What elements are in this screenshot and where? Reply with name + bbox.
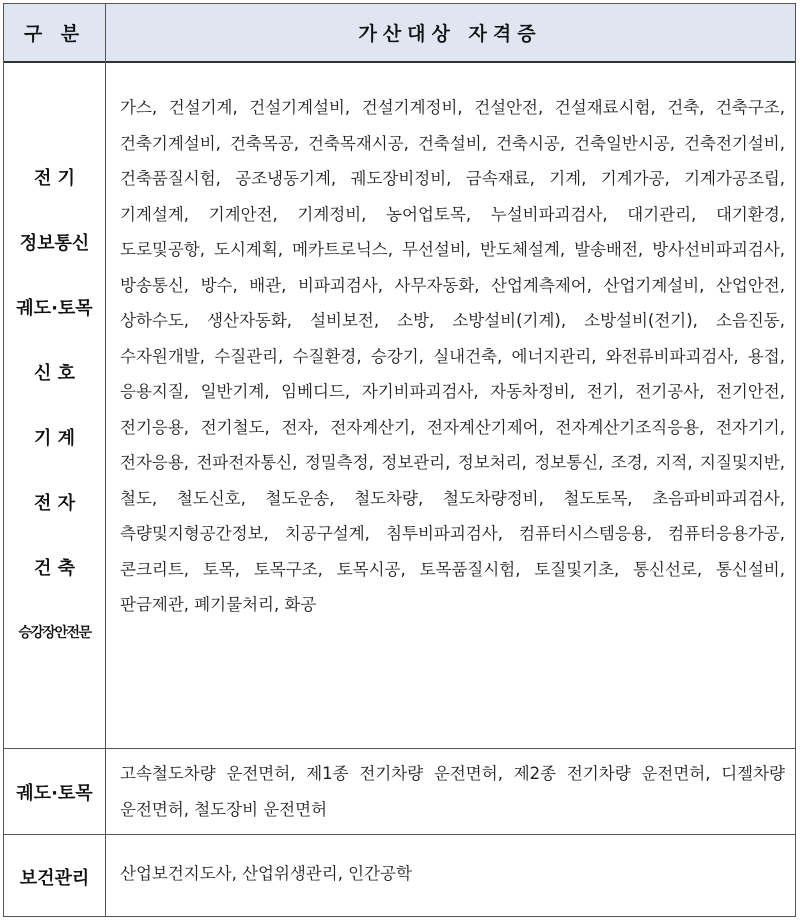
row-2-certificates: 고속철도차량 운전면허, 제1종 전기차량 운전면허, 제2종 전기차량 운전면허, 디젤차량 운전면허, 철도장비 운전면허 bbox=[120, 764, 785, 819]
table-header bbox=[4, 4, 795, 63]
certificate-table bbox=[3, 3, 796, 917]
category-line: 건 축 bbox=[33, 557, 76, 579]
row-3-certificates: 산업보건지도사, 산업위생관리, 인간공학 bbox=[120, 864, 412, 883]
category-line: 궤도·토목 bbox=[16, 297, 93, 319]
row-1-category bbox=[4, 63, 105, 748]
row-3-category bbox=[4, 835, 105, 918]
row-1-certificates: 가스, 건설기계, 건설기계설비, 건설기계정비, 건설안전, 건설재료시험, 건축, 건축구조, 건축기계설비, 건축목공, 건축목재시공, 건축설비, 건축시공, 건축일반시공, 건축전기설비, 건축품질시험, 공조냉동기계, 궤도장비정비, 금속재료, 기계, 기계가공, 기계가공조립, 기계설계, 기계안전, 기계정비, 농어업토목, 누설비파괴검사, 대기관리, 대기환경, 도로및공항, 도시계획, 메카트로닉스, 무선설비, 반도체설계, 발송배전, 방사선비파괴검사, 방송통신, 방수, 배관, 비파괴검사, 사무자동화, 산업계측제어, 산업기계설비, 산업안전, 상하수도, 생산자동화, 설비보전, 소방, 소방설비(기계), 소방설비(전기), 소음진동, 수자원개발, 수질관리, 수질환경, 승강기, 실내건축, 에너지관리, 와전류비파괴검사, 용접, 응용지질, 일반기계, 임베디드, 자기비파괴검사, 자동차정비, 전기, 전기공사, 전기안전, 전기응용, 전기철도, 전자, 전자계산기, 전자계산기제어, 전자계산기조직응용, 전자기기, 전자응용, 전파전자통신, 정밀측정, 정보관리, 정보처리, 정보통신, 조경, 지적, 지질및지반, 철도, 철도신호, 철도운송, 철도차량, 철도차량정비, 철도토목, 초음파비파괴검사, 측량및지형공간정보, 치공구설계, 침투비파괴검사, 컴퓨터시스템응용, 컴퓨터응용가공, 콘크리트, 토목, 토목구조, 토목시공, 토목품질시험, 토질및기초, 통신선로, 통신설비, 판금제관, 폐기물처리, 화공 bbox=[120, 98, 785, 614]
row-divider-2 bbox=[4, 834, 795, 835]
category-line: 기 계 bbox=[33, 427, 76, 449]
header-certificates: 가산대상 자격증 bbox=[358, 22, 542, 45]
row-2-category bbox=[4, 749, 105, 834]
row-divider-1 bbox=[4, 748, 795, 749]
category-line: 승강장안전문 bbox=[18, 624, 91, 641]
header-category: 구 분 bbox=[23, 22, 86, 45]
category-line: 신 호 bbox=[33, 362, 76, 384]
category-line: 정보통신 bbox=[19, 232, 90, 254]
category-line: 궤도·토목 bbox=[16, 782, 93, 804]
category-line: 전 자 bbox=[33, 492, 76, 514]
category-line: 보건관리 bbox=[19, 867, 90, 889]
category-line: 전 기 bbox=[33, 167, 76, 189]
column-divider bbox=[105, 4, 106, 916]
